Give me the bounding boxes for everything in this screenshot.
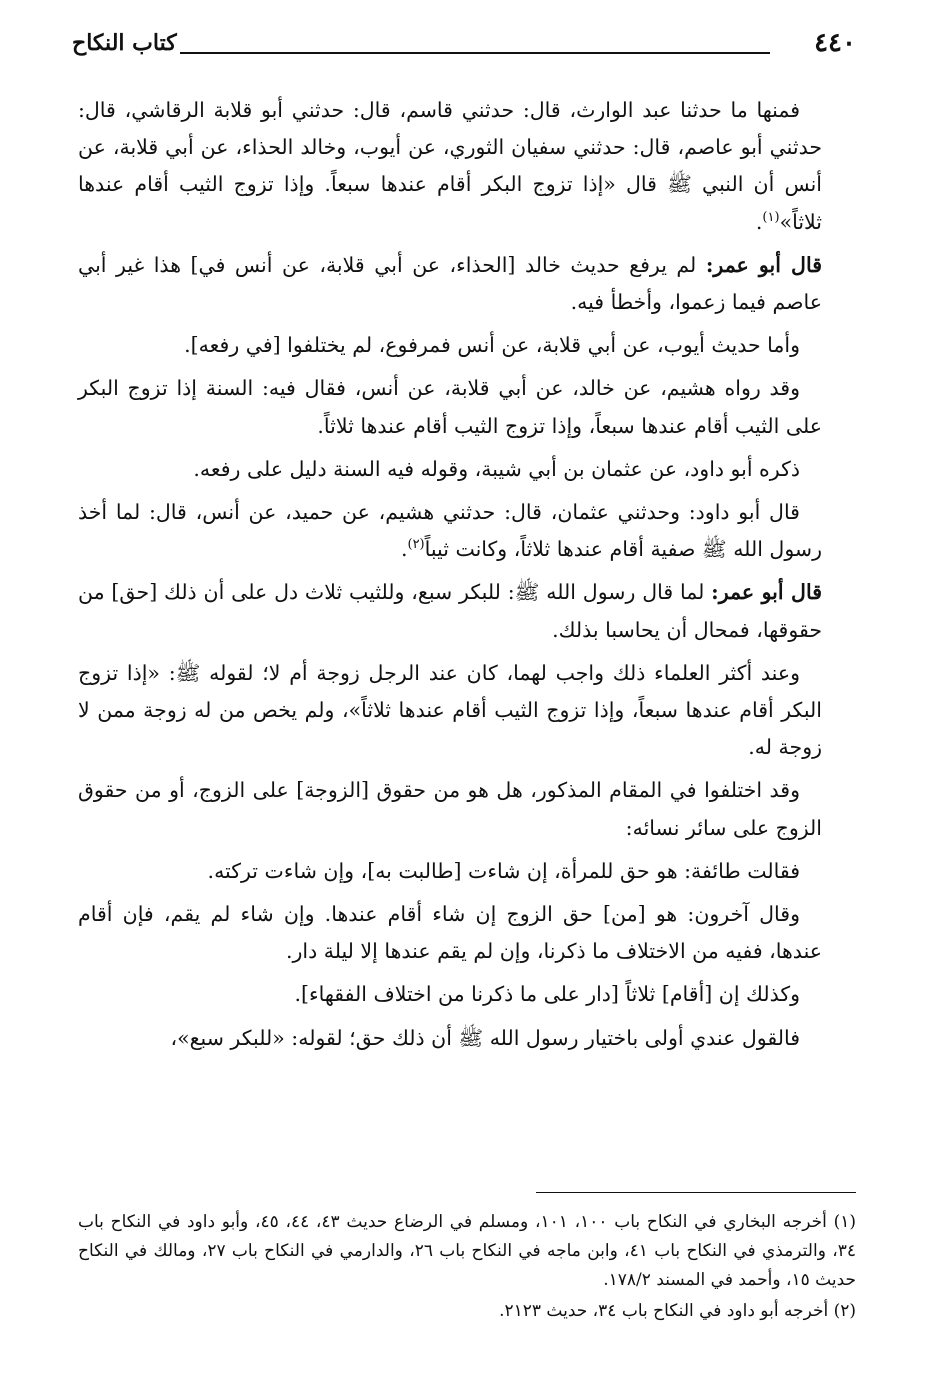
paragraph-13: فالقول عندي أولى باختيار رسول الله ﷺ أن ذلك حق؛ لقوله: «للبكر سبع»،	[170, 1025, 800, 1050]
footnotes	[78, 1208, 856, 1328]
paragraph-1-tail: .	[755, 209, 763, 234]
paragraph-1	[78, 92, 822, 241]
paragraph-2-text: لم يرفع حديث خالد [الحذاء، عن أبي قلابة، عن أنس في] هذا غير أبي عاصم فيما زعموا، وأخطأ فيه.	[78, 252, 822, 315]
footnote-2: (٢) أخرجه أبو داود في النكاح باب ٣٤، حديث ٢١٢٣.	[499, 1301, 856, 1321]
main-text	[78, 92, 822, 1063]
paragraph-7-text: لما قال رسول الله ﷺ: للبكر سبع، وللثيب ثلاث دل على أن ذلك [حق] من حقوقها، فمحال أن يحاسبا بذلك.	[78, 580, 822, 642]
paragraph-12: وكذلك إن [أقام] ثلاثاً [دار على ما ذكرنا من اختلاف الفقهاء].	[294, 982, 800, 1007]
paragraph-10: فقالت طائفة: هو حق للمرأة، إن شاءت [طالبت به]، وإن شاءت تركته.	[207, 858, 800, 883]
paragraph-6	[78, 494, 822, 568]
footnote-rule	[536, 1192, 856, 1193]
header-rule	[180, 52, 770, 54]
running-title: كتاب النكاح	[72, 30, 177, 56]
speaker-label: قال أبو عمر:	[711, 580, 822, 605]
paragraph-6-tail: .	[400, 537, 408, 562]
speaker-label: قال أبو عمر:	[705, 252, 822, 277]
paragraph-1-text: فمنها ما حدثنا عبد الوارث، قال: حدثني قاسم، قال: حدثني أبو قلابة الرقاشي، قال: حدثني أبو عاصم، قال: حدثني سفيان الثوري، عن أيوب، وخالد الحذاء، عن أبي قلابة، عن أنس أن النبي ﷺ قال «إذا تزوج البكر أقام عندها سبعاً. وإذا تزوج الثيب أقام عندها ثلاثاً»	[78, 98, 822, 234]
footnote-ref-1: (١)	[762, 209, 780, 225]
page-number: ٤٤٠	[814, 28, 856, 58]
paragraph-11: وقال آخرون: هو [من] حق الزوج إن شاء أقام عندها. وإن شاء لم يقم، فإن أقام عندها، ففيه من الاختلاف ما ذكرنا، وإن لم يقم عندها إلا ليلة دار.	[78, 902, 822, 964]
paragraph-5: ذكره أبو داود، عن عثمان بن أبي شيبة، وقوله فيه السنة دليل على رفعه.	[193, 456, 800, 481]
footnote-ref-2: (٢)	[407, 537, 425, 553]
paragraph-6-text: قال أبو داود: وحدثني عثمان، قال: حدثني هشيم، عن حميد، عن أنس، قال: لما أخذ رسول الله ﷺ صفية أقام عندها ثلاثاً، وكانت ثيباً	[78, 500, 822, 562]
paragraph-9: وقد اختلفوا في المقام المذكور، هل هو من حقوق [الزوجة] على الزوج، أو من حقوق الزوج على سائر نسائه:	[78, 778, 822, 840]
footnote-1: (١) أخرجه البخاري في النكاح باب ١٠٠، ١٠١، ومسلم في الرضاع حديث ٤٣، ٤٤، ٤٥، وأبو داود في النكاح باب ٣٤، والترمذي في النكاح باب ٤١، وابن ماجه في النكاح باب ٢٦، والدارمي في النكاح باب ٢٧، ومالك في النكاح حديث ١٥، وأحمد في المسند ١٧٨/٢.	[78, 1212, 857, 1290]
paragraph-2	[78, 247, 822, 321]
paragraph-7	[78, 574, 822, 648]
page-header	[72, 28, 856, 64]
paragraph-4: وقد رواه هشيم، عن خالد، عن أبي قلابة، عن أنس، فقال فيه: السنة إذا تزوج البكر على الثيب أقام عندها سبعاً، وإذا تزوج الثيب أقام عندها ثلاثاً.	[78, 376, 822, 438]
paragraph-3: وأما حديث أيوب، عن أبي قلابة، عن أنس فمرفوع، لم يختلفوا [في رفعه].	[184, 333, 800, 358]
paragraph-8: وعند أكثر العلماء ذلك واجب لهما، كان عند الرجل زوجة أم لا؛ لقوله ﷺ: «إذا تزوج البكر أقام عندها سبعاً، وإذا تزوج الثيب أقام عندها ثلاثاً»، ولم يخص من له زوجة ممن لا زوجة له.	[78, 660, 822, 760]
